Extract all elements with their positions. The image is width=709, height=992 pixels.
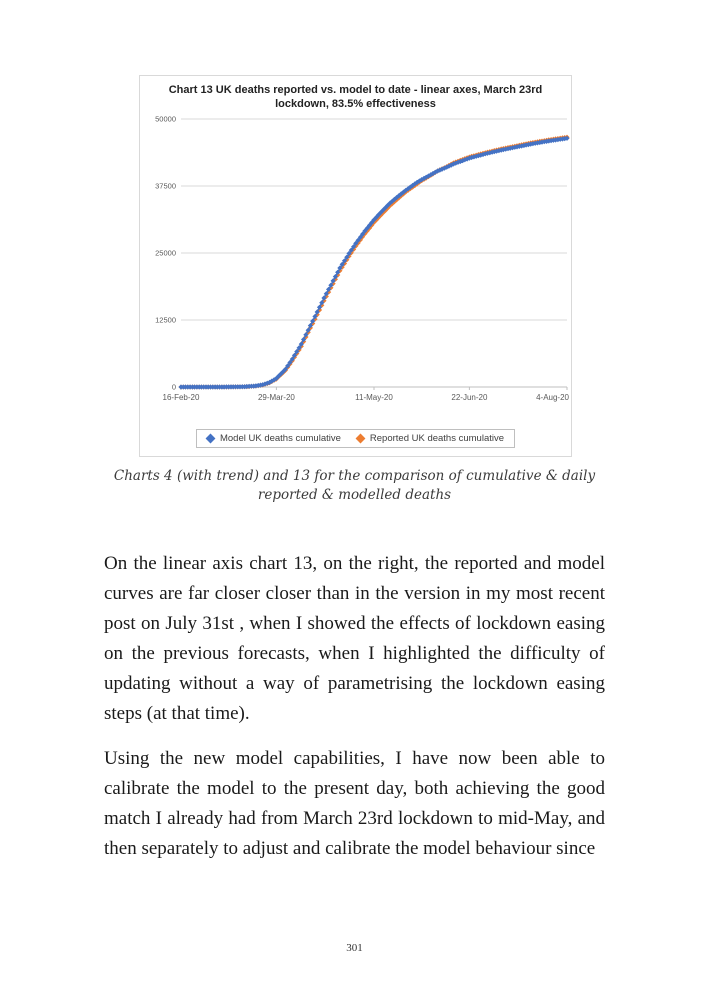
chart-plot — [141, 113, 570, 427]
figure-caption: Charts 4 (with trend) and 13 for the comparison of cumulative & daily reported & modelled deaths — [113, 468, 596, 503]
svg-text:22-Jun-20: 22-Jun-20 — [451, 393, 488, 402]
legend-item-model — [207, 433, 341, 444]
chart-legend — [196, 429, 515, 448]
paragraph-1: On the linear axis chart 13, on the right, the reported and model curves are far closer closer than in the version in my most recent post on July 31st , when I showed the effects of lockdown easing on the previous forecasts, when I highlighted the difficulty of updating without a way of parametrising the lockdown easing steps (at that time). — [104, 553, 605, 724]
legend-label-model: Model UK deaths cumulative — [219, 433, 341, 444]
legend-label-reported: Reported UK deaths cumulative — [369, 433, 505, 444]
chart-title — [140, 83, 571, 111]
svg-text:12500: 12500 — [155, 315, 176, 325]
svg-text:25000: 25000 — [155, 248, 176, 258]
model-series-marker-icon — [206, 434, 216, 444]
svg-text:16-Feb-20: 16-Feb-20 — [162, 393, 200, 402]
svg-text:50000: 50000 — [155, 114, 176, 124]
paragraph-2: Using the new model capabilities, I have now been able to calibrate the model to the present day, both achieving the good match I already had from March 23rd lockdown to mid-May, and then separately to adjust and calibrate the model behaviour since — [104, 748, 605, 859]
body-text — [104, 549, 605, 864]
page-number: 301 — [346, 942, 363, 954]
chart-title-line-1: Chart 13 UK deaths reported vs. model to date - linear axes, March 23rd — [168, 84, 543, 96]
reported-series-marker-icon — [355, 434, 365, 444]
legend-item-reported — [357, 433, 504, 444]
svg-text:11-May-20: 11-May-20 — [355, 393, 393, 402]
chart-figure — [139, 75, 572, 457]
svg-text:29-Mar-20: 29-Mar-20 — [257, 393, 295, 402]
svg-text:0: 0 — [171, 382, 176, 392]
svg-text:37500: 37500 — [155, 181, 176, 191]
chart-title-line-2: lockdown, 83.5% effectiveness — [275, 98, 436, 110]
svg-text:4-Aug-20: 4-Aug-20 — [536, 393, 569, 402]
